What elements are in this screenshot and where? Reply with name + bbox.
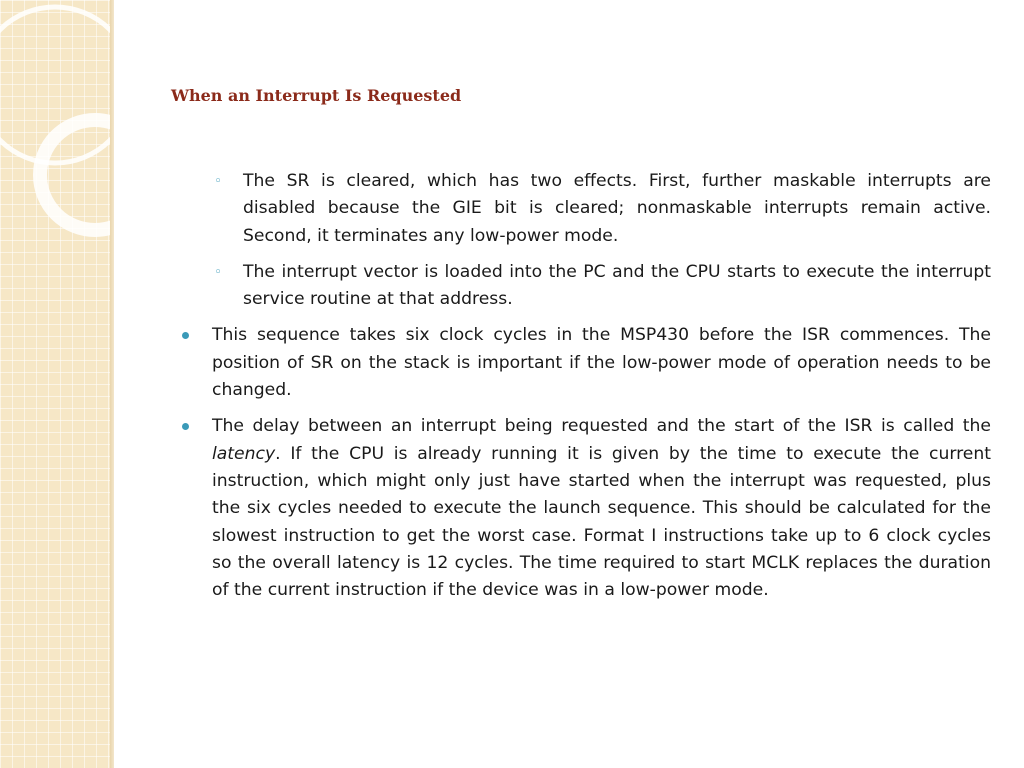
bullet-text-before: The delay between an interrupt being requested and the start of the ISR is called the — [212, 416, 991, 437]
decorative-sidebar — [0, 0, 114, 768]
bullet-text: The SR is cleared, which has two effects. First, further maskable interrupts are disabled because the GIE bit is cleared; nonmaskable interrupts remain active. Second, it terminates any low-power mode. — [243, 171, 991, 246]
sub-bullet-item — [180, 259, 991, 314]
sidebar-circles-decoration — [0, 0, 114, 768]
bullet-item — [180, 322, 991, 404]
slide-title: When an Interrupt Is Requested — [171, 86, 462, 105]
bullet-text: This sequence takes six clock cycles in the MSP430 before the ISR commences. The position of SR on the stack is important if the low-power mode of operation needs to be changed. — [212, 325, 991, 401]
hollow-bullet-icon — [213, 168, 223, 195]
bullet-text — [212, 413, 991, 604]
bullet-text: The interrupt vector is loaded into the PC and the CPU starts to execute the interrupt service routine at that address. — [243, 261, 991, 310]
hollow-bullet-icon — [213, 259, 223, 286]
bullet-text-after: . If the CPU is already running it is given by the time to execute the current instruction, which might only just have started when the interrupt was requested, plus the six cycles needed to execute the launch sequence. This should be calculated for the slowest instruction to get the worst case. Format I instructions take up to 6 clock cycles so the overall latency is 12 cycles. The time required to start MCLK replaces the duration of the current instruction if the device was in a low-power mode. — [212, 443, 991, 601]
filled-bullet-icon — [180, 413, 190, 440]
filled-bullet-icon — [180, 322, 190, 349]
slide-body — [180, 168, 991, 613]
sub-bullet-item — [180, 168, 991, 250]
sidebar-edge — [110, 0, 114, 768]
emphasis-latency: latency — [212, 443, 276, 464]
bullet-item — [180, 413, 991, 604]
